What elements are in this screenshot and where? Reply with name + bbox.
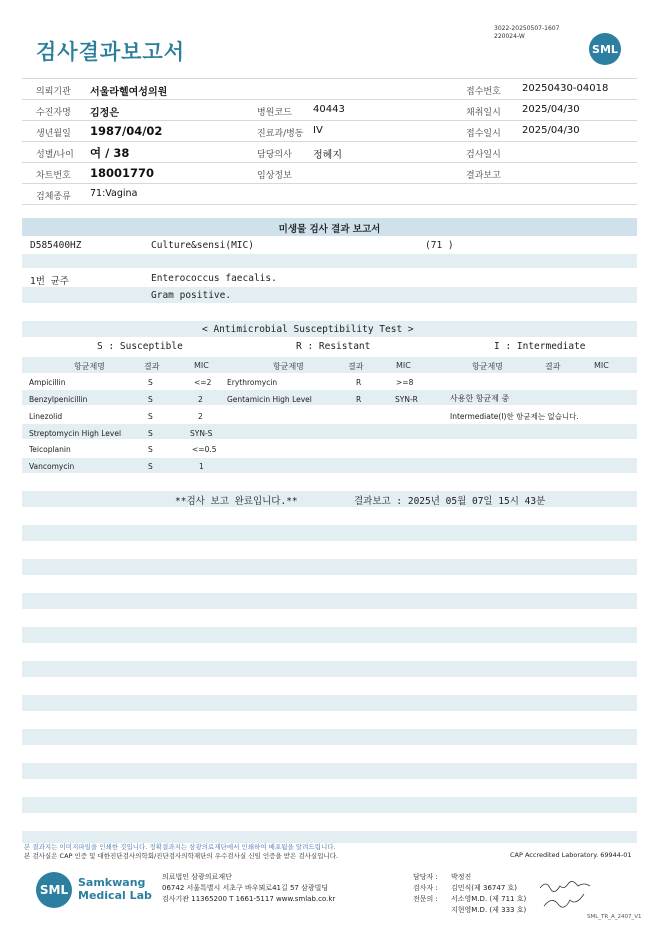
document-id [494, 25, 559, 41]
sex-age-label: 성별/나이 [36, 150, 74, 160]
collection-date-value: 2025/04/30 [522, 104, 580, 115]
micro-section-title: 미생물 검사 결과 보고서 [278, 224, 381, 235]
col-result-header: 결과 [144, 362, 160, 371]
staff-label: 담당자 : [413, 873, 438, 881]
dept-value: IV [313, 125, 323, 136]
footer-address: 06742 서울특별시 서초구 바우뫼로41길 57 삼광빌딩 [162, 884, 329, 892]
footer-notice-2: 본 검사실은 CAP 인증 및 대한진단검사의학회/진단검사의학재단의 우수검사실 신임 인증을 받은 검사실입니다. [24, 852, 339, 860]
drug-mic: 1 [199, 462, 204, 471]
drug-result: S [148, 445, 153, 454]
drug-result: S [148, 395, 153, 404]
specialist-1: 서소영M.D. (제 711 호) [451, 895, 527, 903]
col-mic-header-2: MIC [396, 361, 411, 370]
row-band [22, 390, 637, 405]
specialist-label: 전문의 : [413, 895, 438, 903]
drug-mic: <=0.5 [192, 445, 217, 454]
report-time: 결과보고 : 2025년 05월 07일 15시 43분 [354, 496, 546, 507]
col-drug-header: 항균제명 [74, 362, 105, 371]
drug-result: S [148, 462, 153, 471]
dob-label: 생년월일 [36, 129, 71, 139]
drug-result: S [148, 412, 153, 421]
drug-name: Streptomycin High Level [29, 429, 122, 438]
sml-logo: SML [589, 33, 621, 65]
legend-intermediate: I : Intermediate [494, 341, 586, 352]
test-name: Culture&sensi(MIC) [151, 240, 254, 251]
institution-value: 서울라헬여성의원 [90, 87, 168, 98]
col-result-header-2: 결과 [348, 362, 364, 371]
drug-mic: SYN-R [395, 395, 418, 404]
drug-name: Linezolid [29, 412, 63, 421]
ast-title: < Antimicrobial Susceptibility Test > [202, 324, 414, 335]
row-band [22, 559, 637, 575]
drug-mic: 2 [198, 395, 203, 404]
strain-label: 1번 균주 [30, 276, 69, 287]
clinical-label: 임상정보 [257, 171, 292, 181]
drug-mic: 2 [198, 412, 203, 421]
hospital-code-value: 40443 [313, 104, 345, 115]
signatures [538, 878, 594, 912]
name-label: 수진자명 [36, 108, 71, 118]
dept-label: 진료과/병동 [257, 129, 304, 139]
row-band [22, 593, 637, 609]
company-name-line-2: Medical Lab [78, 889, 152, 902]
chart-no-value: 18001770 [90, 166, 155, 180]
drug-result: S [148, 378, 153, 387]
receipt-no-label: 접수번호 [466, 87, 501, 97]
col-result-header-3: 결과 [545, 362, 561, 371]
drug-result: R [356, 395, 362, 404]
specimen-label: 검체종류 [36, 192, 71, 202]
legend-susceptible: S : Susceptible [97, 341, 183, 352]
col-mic-header-3: MIC [594, 361, 609, 370]
drug-mic: <=2 [194, 378, 212, 387]
footer-notice-1: 본 결과지는 이미지파일을 인쇄한 것입니다. 정확결과지는 삼광의료재단에서 인쇄하여 배포됨을 알려드립니다. [24, 843, 336, 851]
collection-date-label: 채취일시 [466, 108, 501, 118]
drug-result: S [148, 429, 153, 438]
drug-mic: SYN-S [190, 429, 213, 438]
report-complete: **검사 보고 완료입니다.** [175, 496, 298, 507]
footer-org: 의료법인 삼광의료재단 [162, 873, 232, 881]
drug-name: Vancomycin [29, 462, 75, 471]
col-drug-header-2: 항균제명 [273, 362, 304, 371]
receipt-date-label: 접수일시 [466, 129, 501, 139]
cap-accreditation: CAP Accredited Laboratory. 69944-01 [510, 851, 632, 859]
footer-sml-logo: SML [36, 872, 72, 908]
drug-name: Benzylpenicillin [29, 395, 88, 404]
tester-label: 검사자 : [413, 884, 438, 892]
drug-name: Teicoplanin [29, 445, 71, 454]
company-name-line-1: Samkwang [78, 876, 146, 889]
gram-stain: Gram positive. [151, 290, 232, 301]
drug-mic: >=8 [396, 378, 414, 387]
report-title: 검사결과보고서 [36, 40, 186, 64]
chart-no-label: 차트번호 [36, 171, 71, 181]
row-band [22, 627, 637, 643]
tester-name: 김민식(제 36747 호) [451, 884, 517, 892]
organism-name: Enterococcus faecalis. [151, 273, 277, 284]
col-mic-header: MIC [194, 361, 209, 370]
drug-name: Erythromycin [227, 378, 278, 387]
test-date-label: 검사일시 [466, 150, 501, 160]
doctor-value: 정혜지 [313, 150, 342, 161]
row-band [22, 695, 637, 711]
drug-name: Gentamicin High Level [227, 395, 312, 404]
row-band [22, 287, 637, 303]
dob-value: 1987/04/02 [90, 124, 163, 138]
row-band [22, 729, 637, 745]
row-band [22, 661, 637, 677]
intermediate-note-2: Intermediate(I)한 항균제는 없습니다. [450, 412, 579, 421]
doctor-label: 담당의사 [257, 150, 292, 160]
company-name [78, 876, 152, 902]
row-band [22, 458, 637, 473]
doc-id-1: 3022-20250507-1607 [494, 25, 560, 32]
row-band [22, 254, 637, 268]
row-band [22, 763, 637, 779]
receipt-date-value: 2025/04/30 [522, 125, 580, 136]
form-code: SML_TR_A_2407_V1 [587, 914, 642, 920]
name-value: 김정은 [90, 108, 119, 119]
sex-age-value: 여 / 38 [90, 146, 130, 160]
specialist-2: 지현영M.D. (제 333 호) [451, 906, 527, 914]
test-num: (71 ) [425, 240, 454, 251]
drug-name: Ampicillin [29, 378, 66, 387]
legend-resistant: R : Resistant [296, 341, 371, 352]
staff-name: 박정진 [451, 873, 472, 881]
row-band [22, 797, 637, 813]
row-band [22, 525, 637, 541]
hospital-code-label: 병원코드 [257, 108, 292, 118]
report-label: 결과보고 [466, 171, 501, 181]
institution-label: 의뢰기관 [36, 87, 71, 97]
col-drug-header-3: 항균제명 [472, 362, 503, 371]
doc-id-2: 220024-W [494, 33, 525, 40]
specimen-value: 71:Vagina [90, 188, 138, 199]
receipt-no-value: 20250430-04018 [522, 83, 609, 94]
footer-contact: 검사기관 11365200 T 1661-5117 www.smlab.co.kr [162, 895, 336, 903]
intermediate-note-1: 사용한 항균제 중 [450, 394, 510, 403]
drug-result: R [356, 378, 362, 387]
test-code: D585400HZ [30, 240, 82, 251]
